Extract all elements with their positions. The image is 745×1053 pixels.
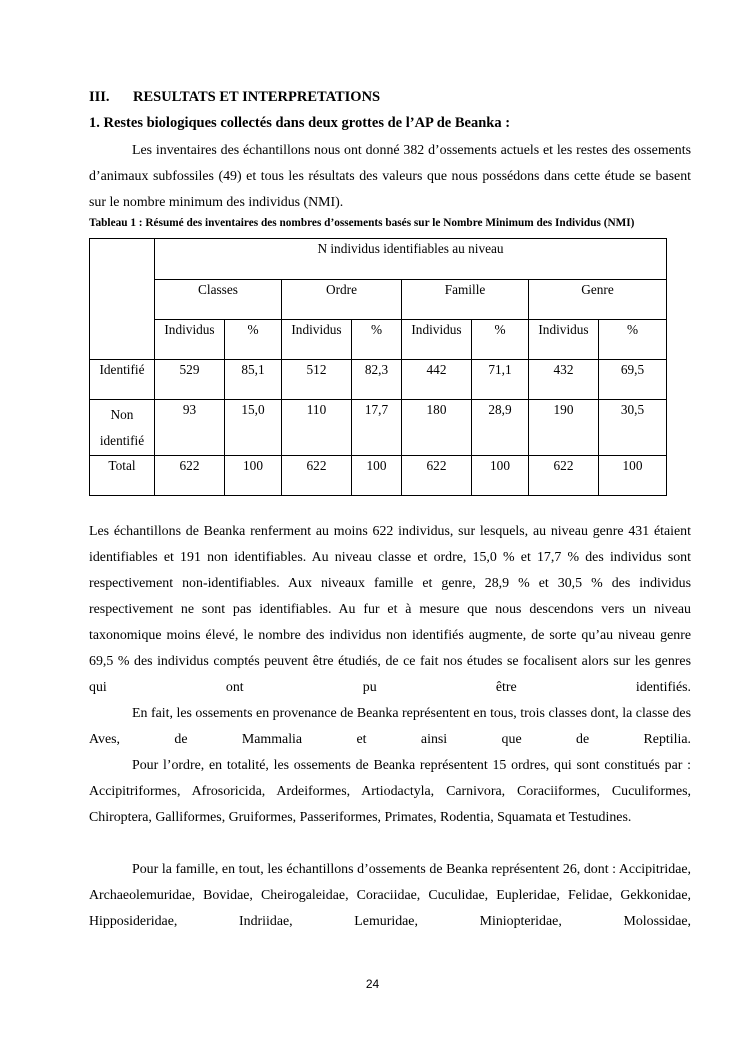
table-level-header: Ordre <box>282 280 402 320</box>
table-cell: 512 <box>282 360 352 400</box>
table-cell: 100 <box>472 456 529 496</box>
table-subheader-cell: Individus <box>282 320 352 360</box>
table-subheader-cell: % <box>599 320 667 360</box>
table-row-label: Total <box>90 456 155 496</box>
table-cell: 17,7 <box>352 400 402 456</box>
table-cell: 15,0 <box>225 400 282 456</box>
table-level-header: Genre <box>529 280 667 320</box>
orders-paragraph: Pour l’ordre, en totalité, les ossements de Beanka représentent 15 ordres, qui sont constitués par : Accipitriformes, Afrosoricida, Ardeiformes, Artiodactyla, Carnivora, Coraciiformes, Cuculiformes, Chiroptera, Galliformes, Gruiformes, Passeriformes, Primates, Rodentia, Squamata et Testudines. <box>89 758 691 825</box>
table-cell: 71,1 <box>472 360 529 400</box>
table-cell: 100 <box>352 456 402 496</box>
table-level-header: Famille <box>402 280 529 320</box>
table-group-header: N individus identifiables au niveau <box>155 239 667 280</box>
table-cell: 85,1 <box>225 360 282 400</box>
table-cell: 28,9 <box>472 400 529 456</box>
table-cell: 622 <box>155 456 225 496</box>
table-cell: 93 <box>155 400 225 456</box>
table-cell: 432 <box>529 360 599 400</box>
results-paragraph: Les échantillons de Beanka renferment au moins 622 individus, sur lesquels, au niveau genre 431 étaient identifiables et 191 non identifiables. Au niveau classe et ordre, 15,0 % et 17,7 % des individus sont respectivement non-identifiables. Aux niveaux famille et genre, 28,9 % et 30,5 % des individus respectivement ne sont pas identifiables. Au fur et à mesure que nous descendons vers un niveau taxonomique moins élevé, le nombre des individus non identifiés augmente, de sorte qu’au niveau genre 69,5 % des individus comptés peuvent être étudiés, de ce fait nos études se focalisent alors sur les genres qui ont pu être identifiés. <box>89 524 691 695</box>
table-corner-cell <box>90 239 155 360</box>
table-row-label: Identifié <box>90 360 155 400</box>
table-subheader-cell: Individus <box>155 320 225 360</box>
families-paragraph: Pour la famille, en tout, les échantillons d’ossements de Beanka représentent 26, dont : Accipitridae, Archaeolemuridae, Bovidae, Cheirogaleidae, Coraciidae, Cuculidae, Eupleridae, Felidae, Gekkonidae, Hipposideridae, Indriidae, Lemuridae, Miniopteridae, Molossidae, <box>89 862 691 929</box>
table-subheader-cell: % <box>472 320 529 360</box>
table-cell: 100 <box>599 456 667 496</box>
table-cell: 622 <box>402 456 472 496</box>
table-cell: 82,3 <box>352 360 402 400</box>
table-cell: 190 <box>529 400 599 456</box>
section-title: RESULTATS ET INTERPRETATIONS <box>133 89 381 105</box>
page-number: 24 <box>365 977 380 991</box>
table-subheader-cell: % <box>225 320 282 360</box>
subsection-title: 1. Restes biologiques collectés dans deux grottes de l’AP de Beanka : <box>89 115 511 131</box>
classes-paragraph: En fait, les ossements en provenance de Beanka représentent en tous, trois classes dont, la classe des Aves, de Mammalia et ainsi que de Reptilia. <box>89 706 691 747</box>
table-level-header: Classes <box>155 280 282 320</box>
table-cell: 442 <box>402 360 472 400</box>
table-cell: 69,5 <box>599 360 667 400</box>
table-row-label: Non identifié <box>90 400 155 456</box>
table-cell: 622 <box>529 456 599 496</box>
table-cell: 30,5 <box>599 400 667 456</box>
section-number: III. <box>89 89 110 105</box>
nmi-table <box>89 238 667 496</box>
table-cell: 100 <box>225 456 282 496</box>
table-subheader-cell: % <box>352 320 402 360</box>
table-caption: Tableau 1 : Résumé des inventaires des nombres d’ossements basés sur le Nombre Minimum des Individus (NMI) <box>89 217 635 229</box>
table-subheader-cell: Individus <box>529 320 599 360</box>
table-cell: 622 <box>282 456 352 496</box>
table-cell: 110 <box>282 400 352 456</box>
intro-paragraph: Les inventaires des échantillons nous ont donné 382 d’ossements actuels et les restes des ossements d’animaux subfossiles (49) et tous les résultats des valeurs que nous possédons dans cette étude se basent sur le nombre minimum des individus (NMI). <box>89 143 691 210</box>
table-cell: 180 <box>402 400 472 456</box>
table-cell: 529 <box>155 360 225 400</box>
table-subheader-cell: Individus <box>402 320 472 360</box>
